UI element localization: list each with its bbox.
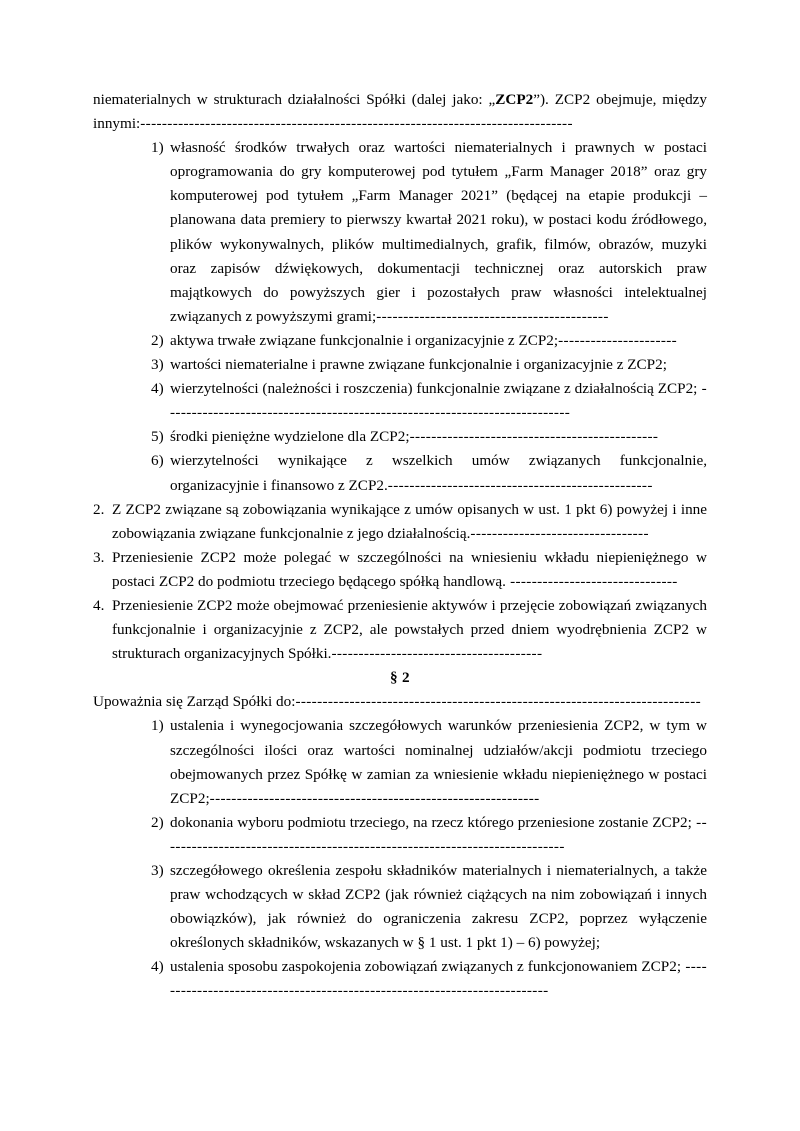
list-item-1-5: [93, 425, 707, 449]
list-marker: 5): [151, 428, 164, 446]
list-item-1-3: [93, 353, 707, 377]
list-item-1-4: [93, 377, 707, 425]
list-item-text: [170, 811, 707, 859]
section-2-lead-in: [93, 690, 707, 714]
list-marker: 4): [151, 380, 164, 398]
leader-dashes: ---------------------------------------------------------------------------: [295, 693, 702, 711]
paragraph-1-3: [93, 546, 707, 594]
continuation-text-before-bold: niematerialnych w strukturach działalności Spółki (dalej jako: „: [93, 91, 496, 108]
document-body: [93, 88, 707, 1004]
list-marker: 2): [151, 813, 164, 831]
paragraph-body: Z ZCP2 związane są zobowiązania wynikające z umów opisanych w ust. 1 pkt 6) powyżej i inne zobowiązania związane funkcjonalnie z jego działalnością.: [112, 500, 707, 542]
leader-dashes: ----------------------: [558, 331, 678, 349]
list-marker: 3): [151, 356, 164, 374]
leader-dashes: -------------------------------: [505, 572, 678, 590]
paragraph-text: [112, 498, 707, 546]
list-item-text: [170, 377, 707, 425]
paragraph-marker: 2.: [93, 500, 105, 518]
list-item-1-6: [93, 449, 707, 497]
leader-dashes: ---------------------------------: [470, 524, 649, 542]
paragraph-body: Przeniesienie ZCP2 może obejmować przeniesienie aktywów i przejęcie zobowiązań związanych funkcjonalnie i organizacyjnie z ZCP2, ale powstałych przed dniem wyodrębnienia ZCP2 w strukturach organizacyjnych Spółki.: [112, 596, 707, 663]
list-item-body: środki pieniężne wydzielone dla ZCP2;: [170, 428, 410, 446]
leader-dashes: -------------------------------------------: [376, 307, 609, 325]
list-item-text: [170, 136, 707, 329]
list-marker: 1): [151, 717, 164, 735]
list-item-2-4: [93, 955, 707, 1003]
paragraph-marker: 4.: [93, 596, 105, 614]
leader-dashes: ---------------------------------------------------------------------------: [170, 813, 707, 855]
section-heading-2: § 2: [390, 669, 410, 687]
leader-dashes: --------------------------------------------------------------------------: [170, 958, 707, 1000]
list-item-text: [170, 329, 707, 353]
list-item-body: wartości niematerialne i prawne związane funkcjonalnie i organizacyjnie z ZCP2;: [170, 356, 667, 374]
list-item-body: dokonania wyboru podmiotu trzeciego, na rzecz którego przeniesione zostanie ZCP2;: [170, 813, 692, 831]
list-item-body: wierzytelności wynikające z wszelkich umów związanych funkcjonalnie, organizacyjnie i finansowo z ZCP2.: [170, 452, 707, 494]
defined-term-zcp2: ZCP2: [495, 91, 534, 108]
list-item-text: [170, 353, 707, 377]
leader-dashes: ---------------------------------------: [331, 645, 543, 663]
list-item-2-2: [93, 811, 707, 859]
paragraph-body: Przeniesienie ZCP2 może polegać w szczególności na wniesieniu wkładu niepieniężnego w postaci ZCP2 do podmiotu trzeciego będącego spółką handlową.: [112, 548, 707, 590]
continuation-text-after-bold: ”). ZCP2 obejmuje, między innymi:: [93, 91, 707, 133]
list-item-1-2: [93, 329, 707, 353]
paragraph-text: [112, 546, 707, 594]
list-item-body: własność środków trwałych oraz wartości niematerialnych i prawnych w postaci oprogramowania do gry komputerowej pod tytułem „Farm Manager 2018” oraz gry komputerowej pod tytułem „Farm Manager 2021” (będącej na etapie produkcji – planowana data premiery to pierwszy kwartał 2021 roku), w postaci kodu źródłowego, plików wykonywalnych, plików multimedialnych, grafik, filmów, obrazów, muzyki oraz zapisów dźwiękowych, dokumentacji technicznej oraz autorskich praw majątkowych do powyższych gier i pozostałych praw własności intelektualnej związanych z powyższymi grami;: [170, 139, 707, 325]
list-item-text: [170, 449, 707, 497]
list-item-body: szczegółowego określenia zespołu składników materialnych i niematerialnych, a także praw wchodzących w skład ZCP2 (jak również ciążących na nim zobowiązań i innych obowiązków), jak również do ograniczenia zakresu ZCP2, poprzez wyłączenie określonych składników, wskazanych w § 1 ust. 1 pkt 1) – 6) powyżej;: [170, 862, 707, 952]
list-marker: 2): [151, 331, 164, 349]
list-item-text: [170, 859, 707, 955]
paragraph-continuation: [93, 88, 707, 136]
list-item-2-1: [93, 714, 707, 810]
list-item-text: [170, 955, 707, 1003]
list-item-2-3: [93, 859, 707, 955]
list-item-text: [170, 714, 707, 810]
leader-dashes: ---------------------------------------------------------------------------: [170, 380, 707, 422]
paragraph-marker: 3.: [93, 548, 105, 566]
list-item-body: wierzytelności (należności i roszczenia) funkcjonalnie związane z działalnością ZCP2;: [170, 380, 698, 398]
paragraph-text: [112, 594, 707, 666]
list-marker: 1): [151, 139, 164, 157]
leader-dashes: ----------------------------------------------: [409, 428, 659, 446]
list-marker: 4): [151, 958, 164, 976]
list-marker: 6): [151, 452, 164, 470]
list-item-body: ustalenia sposobu zaspokojenia zobowiązań związanych z funkcjonowaniem ZCP2;: [170, 958, 682, 976]
list-item-text: [170, 425, 707, 449]
paragraph-1-2: [93, 498, 707, 546]
list-item-body: aktywa trwałe związane funkcjonalnie i organizacyjnie z ZCP2;: [170, 331, 559, 349]
paragraph-1-4: [93, 594, 707, 666]
leader-dashes: -------------------------------------------------: [387, 476, 653, 494]
list-item-body: ustalenia i wynegocjowania szczegółowych warunków przeniesienia ZCP2, w tym w szczególności ilości oraz wartości nominalnej udziałów/akcji podmiotu trzeciego obejmowanych przez Spółkę w zamian za wniesienie wkładu niepieniężnego w postaci ZCP2;: [170, 717, 707, 807]
list-marker: 3): [151, 862, 164, 879]
list-item-1-1: [93, 136, 707, 329]
leader-dashes: -------------------------------------------------------------: [209, 789, 540, 807]
leader-dashes: --------------------------------------------------------------------------------: [140, 115, 573, 133]
section-2-lead-in-text: Upoważnia się Zarząd Spółki do:: [93, 693, 296, 711]
